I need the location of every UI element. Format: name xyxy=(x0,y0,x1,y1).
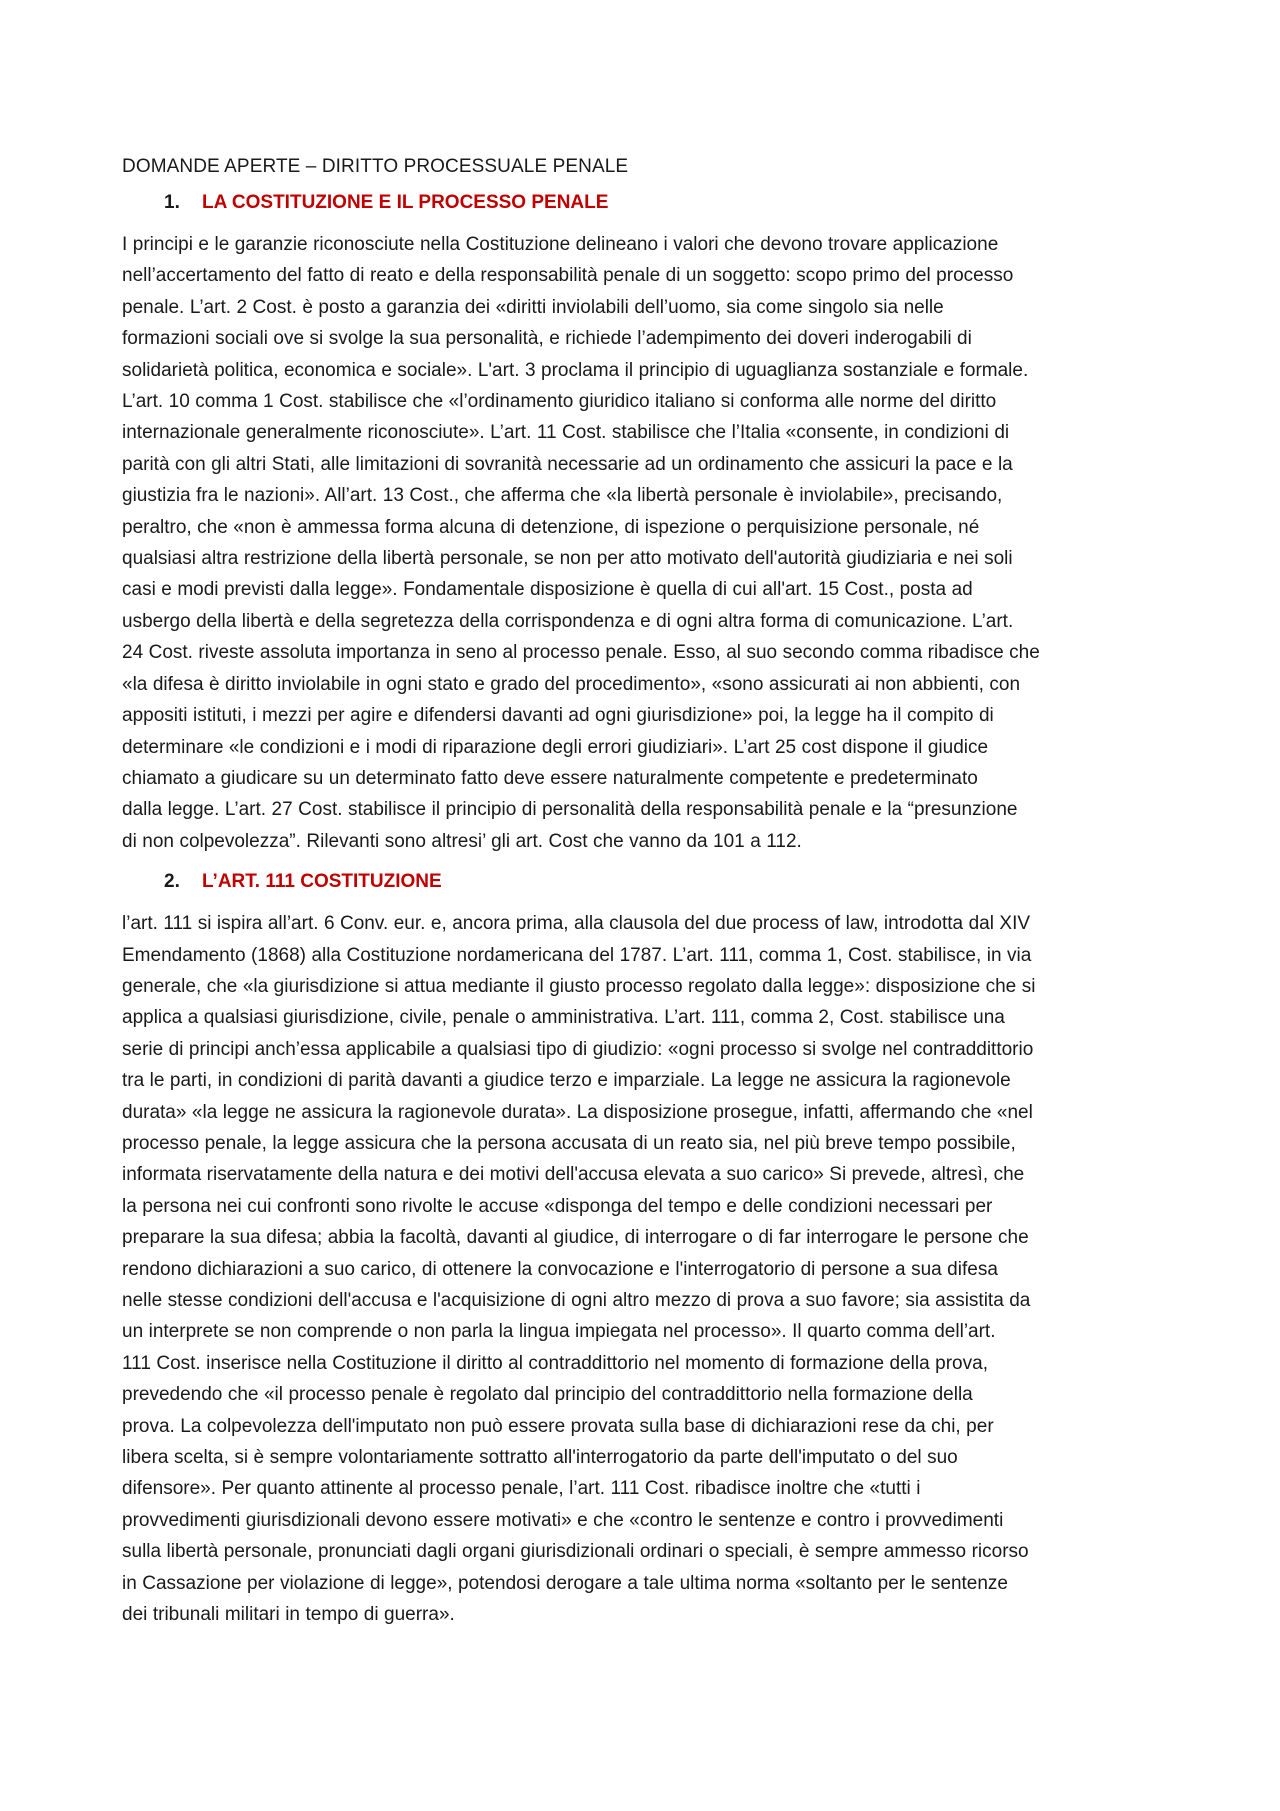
section-title: L’ART. 111 COSTITUZIONE xyxy=(202,871,442,893)
document-title: DOMANDE APERTE – DIRITTO PROCESSUALE PENALE xyxy=(122,156,629,177)
section-title: LA COSTITUZIONE E IL PROCESSO PENALE xyxy=(202,192,609,213)
section-heading-art-111 xyxy=(122,870,1162,894)
section-body-art-111: l’art. 111 si ispira all’art. 6 Conv. eur. e, ancora prima, alla clausola del due process of law, introdotta dal XIV Emendamento (1868) alla Costituzione nordamericana del 1787. L’art. 111, comma 1, Cost. stabilisce, in via generale, che «la giurisdizione si attua mediante il giusto processo regolato dalla legge»: disposizione che si applica a qualsiasi giurisdizione, civile, penale o amministrativa. L’art. 111, comma 2, Cost. stabilisce una serie di principi anch’essa applicabile a qualsiasi tipo di giudizio: «ogni processo si svolge nel contraddittorio tra le parti, in condizioni di parità davanti a giudice terzo e imparziale. La legge ne assicura la ragionevole durata» «la legge ne assicura la ragionevole durata». La disposizione prosegue, infatti, affermando che «nel processo penale, la legge assicura che la persona accusata di un reato sia, nel più breve tempo possibile, informata riservatamente della natura e dei motivi dell'accusa elevata a suo carico» Si prevede, altresì, che la persona nei cui confronti sono rivolte le accuse «disponga del tempo e delle condizioni necessari per preparare la sua difesa; abbia la facoltà, davanti al giudice, di interrogare o di far interrogare le persone che rendono dichiarazioni a suo carico, di ottenere la convocazione e l'interrogatorio di persone a sua difesa nelle stesse condizioni dell'accusa e l'acquisizione di ogni altro mezzo di prova a suo favore; sia assistita da un interprete se non comprende o non parla la lingua impiegata nel processo». Il quarto comma dell’art. 111 Cost. inserisce nella Costituzione il diritto al contraddittorio nel momento di formazione della prova, prevedendo che «il processo penale è regolato dal principio del contraddittorio nella formazione della prova. La colpevolezza dell'imputato non può essere provata sulla base di dichiarazioni rese da chi, per libera scelta, si è sempre volontariamente sottratto all'interrogatorio da parte dell'imputato o del suo difensore». Per quanto attinente al processo penale, l’art. 111 Cost. ribadisce inoltre che «tutti i provvedimenti giurisdizionali devono essere motivati» e che «contro le sentenze e contro i provvedimenti sulla libertà personale, pronunciati dagli organi giurisdizionali ordinari o speciali, è sempre ammesso ricorso in Cassazione per violazione di legge», potendosi derogare a tale ultima norma «soltanto per le sentenze dei tribunali militari in tempo di guerra». xyxy=(122,913,1036,1626)
section-body-costituzione: I principi e le garanzie riconosciute nella Costituzione delineano i valori che devono trovare applicazione nell’accertamento del fatto di reato e della responsabilità penale di un soggetto: scopo primo del processo penale. L’art. 2 Cost. è posto a garanzia dei «diritti inviolabili dell’uomo, sia come singolo sia nelle formazioni sociali ove si svolge la sua personalità, e richiede l’adempimento dei doveri inderogabili di solidarietà politica, economica e sociale». L'art. 3 proclama il principio di uguaglianza sostanziale e formale. L’art. 10 comma 1 Cost. stabilisce che «l’ordinamento giuridico italiano si conforma alle norme del diritto internazionale generalmente riconosciute». L’art. 11 Cost. stabilisce che l’Italia «consente, in condizioni di parità con gli altri Stati, alle limitazioni di sovranità necessarie ad un ordinamento che assicuri la pace e la giustizia fra le nazioni». All’art. 13 Cost., che afferma che «la libertà personale è inviolabile», precisando, peraltro, che «non è ammessa forma alcuna di detenzione, di ispezione o perquisizione personale, né qualsiasi altra restrizione della libertà personale, se non per atto motivato dell'autorità giudiziaria e nei soli casi e modi previsti dalla legge». Fondamentale disposizione è quella di cui all'art. 15 Cost., posta ad usbergo della libertà e della segretezza della corrispondenza e di ogni altra forma di comunicazione. L’art. 24 Cost. riveste assoluta importanza in seno al processo penale. Esso, al suo secondo comma ribadisce che «la difesa è diritto inviolabile in ogni stato e grado del procedimento», «sono assicurati ai non abbienti, con appositi istituti, i mezzi per agire e difendersi davanti ad ogni giurisdizione» poi, la legge ha il compito di determinare «le condizioni e i modi di riparazione degli errori giudiziari». L’art 25 cost dispone il giudice chiamato a giudicare su un determinato fatto deve essere naturalmente competente e predeterminato dalla legge. L’art. 27 Cost. stabilisce il principio di personalità della responsabilità penale e la “presunzione di non colpevolezza”. Rilevanti sono altresi’ gli art. Cost che vanno da 101 a 112. xyxy=(122,234,1040,852)
section-number: 1. xyxy=(164,192,180,213)
section-heading-costituzione xyxy=(122,191,1162,215)
section-number: 2. xyxy=(164,871,180,893)
document-page xyxy=(122,155,1162,1643)
